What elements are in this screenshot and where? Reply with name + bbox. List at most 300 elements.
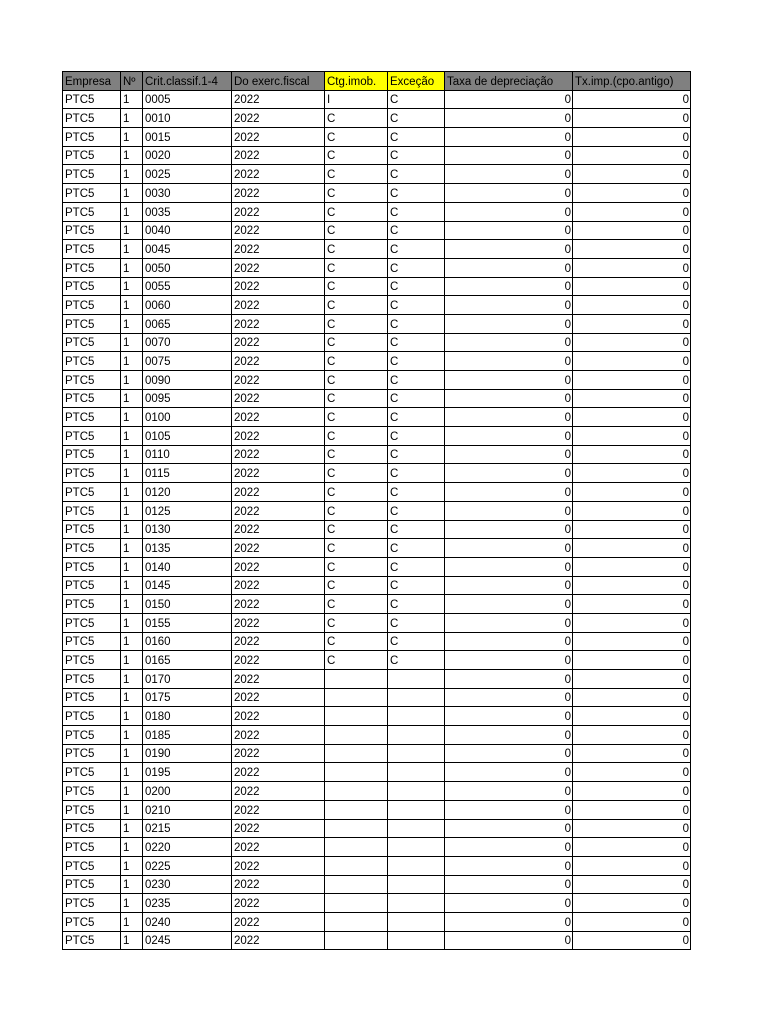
- cell-col-empresa: PTC5: [63, 819, 121, 838]
- cell-col-tx-imp: 0: [573, 483, 691, 502]
- cell-col-numero: 1: [121, 483, 143, 502]
- cell-col-excecao: C: [388, 277, 445, 296]
- cell-col-numero: 1: [121, 445, 143, 464]
- cell-col-tx-imp: 0: [573, 800, 691, 819]
- cell-col-ctg-imob: C: [325, 352, 388, 371]
- cell-col-ctg-imob: [325, 688, 388, 707]
- cell-col-crit-classif: 0060: [143, 296, 232, 315]
- cell-col-numero: 1: [121, 184, 143, 203]
- cell-col-crit-classif: 0055: [143, 277, 232, 296]
- cell-col-tx-imp: 0: [573, 576, 691, 595]
- cell-col-ctg-imob: C: [325, 651, 388, 670]
- cell-col-excecao: [388, 688, 445, 707]
- cell-col-taxa-depreciacao: 0: [445, 352, 573, 371]
- cell-col-numero: 1: [121, 221, 143, 240]
- table-row: [63, 595, 691, 614]
- cell-col-exerc-fiscal: 2022: [232, 128, 325, 147]
- cell-col-crit-classif: 0125: [143, 501, 232, 520]
- cell-col-excecao: [388, 894, 445, 913]
- header-col-tx-imp: Tx.imp.(cpo.antigo): [573, 72, 691, 91]
- cell-col-tx-imp: 0: [573, 258, 691, 277]
- cell-col-taxa-depreciacao: 0: [445, 389, 573, 408]
- cell-col-crit-classif: 0140: [143, 557, 232, 576]
- cell-col-empresa: PTC5: [63, 371, 121, 390]
- cell-col-crit-classif: 0045: [143, 240, 232, 259]
- cell-col-crit-classif: 0165: [143, 651, 232, 670]
- table-row: [63, 483, 691, 502]
- cell-col-tx-imp: 0: [573, 128, 691, 147]
- cell-col-crit-classif: 0070: [143, 333, 232, 352]
- cell-col-taxa-depreciacao: 0: [445, 539, 573, 558]
- cell-col-exerc-fiscal: 2022: [232, 763, 325, 782]
- cell-col-numero: 1: [121, 146, 143, 165]
- cell-col-exerc-fiscal: 2022: [232, 389, 325, 408]
- cell-col-empresa: PTC5: [63, 539, 121, 558]
- cell-col-excecao: C: [388, 427, 445, 446]
- cell-col-ctg-imob: C: [325, 165, 388, 184]
- cell-col-exerc-fiscal: 2022: [232, 632, 325, 651]
- cell-col-empresa: PTC5: [63, 483, 121, 502]
- cell-col-exerc-fiscal: 2022: [232, 856, 325, 875]
- table-row: [63, 352, 691, 371]
- cell-col-empresa: PTC5: [63, 912, 121, 931]
- cell-col-numero: 1: [121, 670, 143, 689]
- cell-col-tx-imp: 0: [573, 352, 691, 371]
- table-row: [63, 427, 691, 446]
- cell-col-excecao: C: [388, 314, 445, 333]
- cell-col-excecao: C: [388, 371, 445, 390]
- header-col-empresa: Empresa: [63, 72, 121, 91]
- cell-col-crit-classif: 0025: [143, 165, 232, 184]
- cell-col-excecao: C: [388, 202, 445, 221]
- cell-col-empresa: PTC5: [63, 800, 121, 819]
- table-row: [63, 314, 691, 333]
- cell-col-excecao: C: [388, 408, 445, 427]
- cell-col-numero: 1: [121, 520, 143, 539]
- cell-col-tx-imp: 0: [573, 296, 691, 315]
- cell-col-excecao: [388, 763, 445, 782]
- cell-col-excecao: C: [388, 258, 445, 277]
- cell-col-tx-imp: 0: [573, 464, 691, 483]
- cell-col-ctg-imob: C: [325, 539, 388, 558]
- cell-col-taxa-depreciacao: 0: [445, 146, 573, 165]
- cell-col-tx-imp: 0: [573, 109, 691, 128]
- cell-col-numero: 1: [121, 707, 143, 726]
- cell-col-ctg-imob: C: [325, 464, 388, 483]
- table-row: [63, 894, 691, 913]
- cell-col-taxa-depreciacao: 0: [445, 240, 573, 259]
- cell-col-ctg-imob: C: [325, 109, 388, 128]
- cell-col-ctg-imob: C: [325, 445, 388, 464]
- cell-col-tx-imp: 0: [573, 912, 691, 931]
- cell-col-numero: 1: [121, 838, 143, 857]
- cell-col-ctg-imob: [325, 744, 388, 763]
- cell-col-taxa-depreciacao: 0: [445, 856, 573, 875]
- cell-col-crit-classif: 0150: [143, 595, 232, 614]
- cell-col-empresa: PTC5: [63, 875, 121, 894]
- cell-col-crit-classif: 0040: [143, 221, 232, 240]
- cell-col-crit-classif: 0215: [143, 819, 232, 838]
- cell-col-numero: 1: [121, 931, 143, 950]
- cell-col-empresa: PTC5: [63, 931, 121, 950]
- cell-col-exerc-fiscal: 2022: [232, 894, 325, 913]
- cell-col-exerc-fiscal: 2022: [232, 819, 325, 838]
- cell-col-tx-imp: 0: [573, 221, 691, 240]
- cell-col-excecao: C: [388, 595, 445, 614]
- cell-col-numero: 1: [121, 165, 143, 184]
- cell-col-excecao: [388, 838, 445, 857]
- cell-col-numero: 1: [121, 632, 143, 651]
- cell-col-numero: 1: [121, 202, 143, 221]
- cell-col-crit-classif: 0030: [143, 184, 232, 203]
- cell-col-empresa: PTC5: [63, 501, 121, 520]
- cell-col-tx-imp: 0: [573, 707, 691, 726]
- cell-col-exerc-fiscal: 2022: [232, 427, 325, 446]
- cell-col-crit-classif: 0170: [143, 670, 232, 689]
- cell-col-numero: 1: [121, 539, 143, 558]
- cell-col-taxa-depreciacao: 0: [445, 445, 573, 464]
- cell-col-excecao: [388, 707, 445, 726]
- cell-col-exerc-fiscal: 2022: [232, 726, 325, 745]
- cell-col-tx-imp: 0: [573, 557, 691, 576]
- cell-col-tx-imp: 0: [573, 894, 691, 913]
- cell-col-numero: 1: [121, 557, 143, 576]
- table-row: [63, 539, 691, 558]
- cell-col-taxa-depreciacao: 0: [445, 277, 573, 296]
- cell-col-empresa: PTC5: [63, 707, 121, 726]
- cell-col-ctg-imob: C: [325, 483, 388, 502]
- cell-col-exerc-fiscal: 2022: [232, 912, 325, 931]
- cell-col-excecao: C: [388, 165, 445, 184]
- cell-col-exerc-fiscal: 2022: [232, 782, 325, 801]
- cell-col-ctg-imob: C: [325, 632, 388, 651]
- cell-col-exerc-fiscal: 2022: [232, 670, 325, 689]
- cell-col-ctg-imob: C: [325, 389, 388, 408]
- cell-col-crit-classif: 0110: [143, 445, 232, 464]
- cell-col-taxa-depreciacao: 0: [445, 184, 573, 203]
- cell-col-tx-imp: 0: [573, 632, 691, 651]
- cell-col-exerc-fiscal: 2022: [232, 314, 325, 333]
- cell-col-taxa-depreciacao: 0: [445, 576, 573, 595]
- header-col-ctg-imob: Ctg.imob.: [325, 72, 388, 91]
- cell-col-empresa: PTC5: [63, 296, 121, 315]
- cell-col-ctg-imob: [325, 726, 388, 745]
- cell-col-exerc-fiscal: 2022: [232, 445, 325, 464]
- cell-col-ctg-imob: [325, 800, 388, 819]
- cell-col-taxa-depreciacao: 0: [445, 408, 573, 427]
- cell-col-excecao: C: [388, 632, 445, 651]
- cell-col-exerc-fiscal: 2022: [232, 371, 325, 390]
- cell-col-numero: 1: [121, 90, 143, 109]
- cell-col-crit-classif: 0005: [143, 90, 232, 109]
- table-row: [63, 445, 691, 464]
- cell-col-numero: 1: [121, 277, 143, 296]
- cell-col-empresa: PTC5: [63, 595, 121, 614]
- cell-col-exerc-fiscal: 2022: [232, 352, 325, 371]
- cell-col-excecao: C: [388, 539, 445, 558]
- cell-col-exerc-fiscal: 2022: [232, 146, 325, 165]
- cell-col-taxa-depreciacao: 0: [445, 427, 573, 446]
- cell-col-empresa: PTC5: [63, 557, 121, 576]
- cell-col-empresa: PTC5: [63, 109, 121, 128]
- cell-col-crit-classif: 0065: [143, 314, 232, 333]
- header-col-exerc-fiscal: Do exerc.fiscal: [232, 72, 325, 91]
- cell-col-numero: 1: [121, 371, 143, 390]
- cell-col-crit-classif: 0220: [143, 838, 232, 857]
- cell-col-crit-classif: 0175: [143, 688, 232, 707]
- cell-col-excecao: C: [388, 128, 445, 147]
- cell-col-taxa-depreciacao: 0: [445, 258, 573, 277]
- cell-col-excecao: C: [388, 389, 445, 408]
- cell-col-tx-imp: 0: [573, 501, 691, 520]
- table-row: [63, 90, 691, 109]
- cell-col-tx-imp: 0: [573, 146, 691, 165]
- cell-col-tx-imp: 0: [573, 782, 691, 801]
- cell-col-exerc-fiscal: 2022: [232, 595, 325, 614]
- cell-col-ctg-imob: [325, 670, 388, 689]
- cell-col-taxa-depreciacao: 0: [445, 333, 573, 352]
- cell-col-ctg-imob: C: [325, 408, 388, 427]
- cell-col-tx-imp: 0: [573, 744, 691, 763]
- cell-col-taxa-depreciacao: 0: [445, 782, 573, 801]
- cell-col-empresa: PTC5: [63, 782, 121, 801]
- cell-col-excecao: C: [388, 651, 445, 670]
- cell-col-tx-imp: 0: [573, 520, 691, 539]
- cell-col-empresa: PTC5: [63, 128, 121, 147]
- cell-col-numero: 1: [121, 408, 143, 427]
- cell-col-numero: 1: [121, 240, 143, 259]
- table-row: [63, 856, 691, 875]
- cell-col-taxa-depreciacao: 0: [445, 707, 573, 726]
- cell-col-excecao: [388, 931, 445, 950]
- cell-col-tx-imp: 0: [573, 314, 691, 333]
- cell-col-excecao: C: [388, 221, 445, 240]
- cell-col-crit-classif: 0135: [143, 539, 232, 558]
- cell-col-numero: 1: [121, 819, 143, 838]
- cell-col-ctg-imob: [325, 894, 388, 913]
- cell-col-tx-imp: 0: [573, 427, 691, 446]
- cell-col-numero: 1: [121, 875, 143, 894]
- table-row: [63, 202, 691, 221]
- cell-col-excecao: [388, 856, 445, 875]
- cell-col-numero: 1: [121, 688, 143, 707]
- cell-col-exerc-fiscal: 2022: [232, 931, 325, 950]
- cell-col-excecao: [388, 782, 445, 801]
- cell-col-ctg-imob: C: [325, 258, 388, 277]
- cell-col-numero: 1: [121, 763, 143, 782]
- table-row: [63, 371, 691, 390]
- cell-col-excecao: C: [388, 576, 445, 595]
- table-row: [63, 819, 691, 838]
- cell-col-taxa-depreciacao: 0: [445, 763, 573, 782]
- table-row: [63, 464, 691, 483]
- table-row: [63, 613, 691, 632]
- cell-col-empresa: PTC5: [63, 744, 121, 763]
- cell-col-crit-classif: 0185: [143, 726, 232, 745]
- cell-col-exerc-fiscal: 2022: [232, 184, 325, 203]
- table-row: [63, 875, 691, 894]
- cell-col-numero: 1: [121, 109, 143, 128]
- cell-col-numero: 1: [121, 427, 143, 446]
- cell-col-tx-imp: 0: [573, 670, 691, 689]
- cell-col-exerc-fiscal: 2022: [232, 483, 325, 502]
- cell-col-taxa-depreciacao: 0: [445, 613, 573, 632]
- cell-col-empresa: PTC5: [63, 258, 121, 277]
- cell-col-exerc-fiscal: 2022: [232, 258, 325, 277]
- cell-col-excecao: C: [388, 109, 445, 128]
- cell-col-taxa-depreciacao: 0: [445, 90, 573, 109]
- cell-col-numero: 1: [121, 128, 143, 147]
- cell-col-tx-imp: 0: [573, 651, 691, 670]
- cell-col-taxa-depreciacao: 0: [445, 800, 573, 819]
- cell-col-excecao: C: [388, 90, 445, 109]
- cell-col-tx-imp: 0: [573, 819, 691, 838]
- table-row: [63, 688, 691, 707]
- cell-col-ctg-imob: [325, 819, 388, 838]
- cell-col-numero: 1: [121, 744, 143, 763]
- table-row: [63, 782, 691, 801]
- cell-col-exerc-fiscal: 2022: [232, 613, 325, 632]
- cell-col-exerc-fiscal: 2022: [232, 277, 325, 296]
- cell-col-numero: 1: [121, 576, 143, 595]
- cell-col-exerc-fiscal: 2022: [232, 109, 325, 128]
- table-row: [63, 931, 691, 950]
- cell-col-crit-classif: 0015: [143, 128, 232, 147]
- cell-col-ctg-imob: C: [325, 128, 388, 147]
- cell-col-crit-classif: 0190: [143, 744, 232, 763]
- cell-col-tx-imp: 0: [573, 389, 691, 408]
- cell-col-crit-classif: 0120: [143, 483, 232, 502]
- cell-col-empresa: PTC5: [63, 726, 121, 745]
- cell-col-numero: 1: [121, 894, 143, 913]
- table-row: [63, 838, 691, 857]
- cell-col-empresa: PTC5: [63, 894, 121, 913]
- cell-col-excecao: C: [388, 240, 445, 259]
- cell-col-taxa-depreciacao: 0: [445, 931, 573, 950]
- cell-col-numero: 1: [121, 726, 143, 745]
- table-row: [63, 221, 691, 240]
- cell-col-empresa: PTC5: [63, 184, 121, 203]
- table-row: [63, 389, 691, 408]
- cell-col-ctg-imob: C: [325, 501, 388, 520]
- cell-col-excecao: C: [388, 557, 445, 576]
- cell-col-numero: 1: [121, 651, 143, 670]
- cell-col-ctg-imob: C: [325, 240, 388, 259]
- cell-col-taxa-depreciacao: 0: [445, 371, 573, 390]
- cell-col-ctg-imob: C: [325, 277, 388, 296]
- cell-col-exerc-fiscal: 2022: [232, 221, 325, 240]
- cell-col-exerc-fiscal: 2022: [232, 240, 325, 259]
- cell-col-crit-classif: 0245: [143, 931, 232, 950]
- cell-col-ctg-imob: [325, 707, 388, 726]
- table-row: [63, 408, 691, 427]
- cell-col-tx-imp: 0: [573, 688, 691, 707]
- cell-col-excecao: [388, 670, 445, 689]
- cell-col-exerc-fiscal: 2022: [232, 501, 325, 520]
- table-row: [63, 763, 691, 782]
- cell-col-tx-imp: 0: [573, 445, 691, 464]
- cell-col-taxa-depreciacao: 0: [445, 875, 573, 894]
- cell-col-taxa-depreciacao: 0: [445, 221, 573, 240]
- cell-col-numero: 1: [121, 296, 143, 315]
- cell-col-taxa-depreciacao: 0: [445, 128, 573, 147]
- cell-col-exerc-fiscal: 2022: [232, 651, 325, 670]
- cell-col-crit-classif: 0225: [143, 856, 232, 875]
- header-row: [63, 72, 691, 91]
- cell-col-ctg-imob: C: [325, 146, 388, 165]
- table-row: [63, 277, 691, 296]
- cell-col-empresa: PTC5: [63, 464, 121, 483]
- cell-col-tx-imp: 0: [573, 613, 691, 632]
- cell-col-tx-imp: 0: [573, 856, 691, 875]
- cell-col-crit-classif: 0235: [143, 894, 232, 913]
- table-row: [63, 707, 691, 726]
- cell-col-numero: 1: [121, 258, 143, 277]
- cell-col-crit-classif: 0090: [143, 371, 232, 390]
- cell-col-ctg-imob: C: [325, 371, 388, 390]
- header-col-taxa-depreciacao: Taxa de depreciação: [445, 72, 573, 91]
- table-row: [63, 333, 691, 352]
- cell-col-exerc-fiscal: 2022: [232, 464, 325, 483]
- cell-col-empresa: PTC5: [63, 333, 121, 352]
- cell-col-empresa: PTC5: [63, 146, 121, 165]
- table-row: [63, 800, 691, 819]
- cell-col-tx-imp: 0: [573, 838, 691, 857]
- cell-col-empresa: PTC5: [63, 763, 121, 782]
- cell-col-crit-classif: 0105: [143, 427, 232, 446]
- cell-col-empresa: PTC5: [63, 651, 121, 670]
- cell-col-tx-imp: 0: [573, 165, 691, 184]
- cell-col-taxa-depreciacao: 0: [445, 314, 573, 333]
- cell-col-taxa-depreciacao: 0: [445, 296, 573, 315]
- cell-col-empresa: PTC5: [63, 165, 121, 184]
- cell-col-tx-imp: 0: [573, 875, 691, 894]
- cell-col-taxa-depreciacao: 0: [445, 912, 573, 931]
- cell-col-excecao: C: [388, 483, 445, 502]
- cell-col-numero: 1: [121, 800, 143, 819]
- cell-col-empresa: PTC5: [63, 277, 121, 296]
- cell-col-tx-imp: 0: [573, 931, 691, 950]
- cell-col-empresa: PTC5: [63, 613, 121, 632]
- cell-col-taxa-depreciacao: 0: [445, 202, 573, 221]
- cell-col-taxa-depreciacao: 0: [445, 520, 573, 539]
- cell-col-tx-imp: 0: [573, 184, 691, 203]
- cell-col-exerc-fiscal: 2022: [232, 296, 325, 315]
- cell-col-empresa: PTC5: [63, 221, 121, 240]
- cell-col-crit-classif: 0020: [143, 146, 232, 165]
- cell-col-taxa-depreciacao: 0: [445, 595, 573, 614]
- cell-col-crit-classif: 0130: [143, 520, 232, 539]
- table-row: [63, 296, 691, 315]
- cell-col-taxa-depreciacao: 0: [445, 819, 573, 838]
- cell-col-ctg-imob: C: [325, 595, 388, 614]
- cell-col-numero: 1: [121, 912, 143, 931]
- cell-col-tx-imp: 0: [573, 277, 691, 296]
- table-row: [63, 258, 691, 277]
- cell-col-excecao: [388, 744, 445, 763]
- cell-col-exerc-fiscal: 2022: [232, 333, 325, 352]
- cell-col-ctg-imob: [325, 856, 388, 875]
- cell-col-ctg-imob: [325, 782, 388, 801]
- cell-col-numero: 1: [121, 464, 143, 483]
- cell-col-taxa-depreciacao: 0: [445, 651, 573, 670]
- cell-col-exerc-fiscal: 2022: [232, 520, 325, 539]
- cell-col-empresa: PTC5: [63, 520, 121, 539]
- cell-col-ctg-imob: C: [325, 613, 388, 632]
- table-row: [63, 557, 691, 576]
- cell-col-crit-classif: 0195: [143, 763, 232, 782]
- cell-col-crit-classif: 0160: [143, 632, 232, 651]
